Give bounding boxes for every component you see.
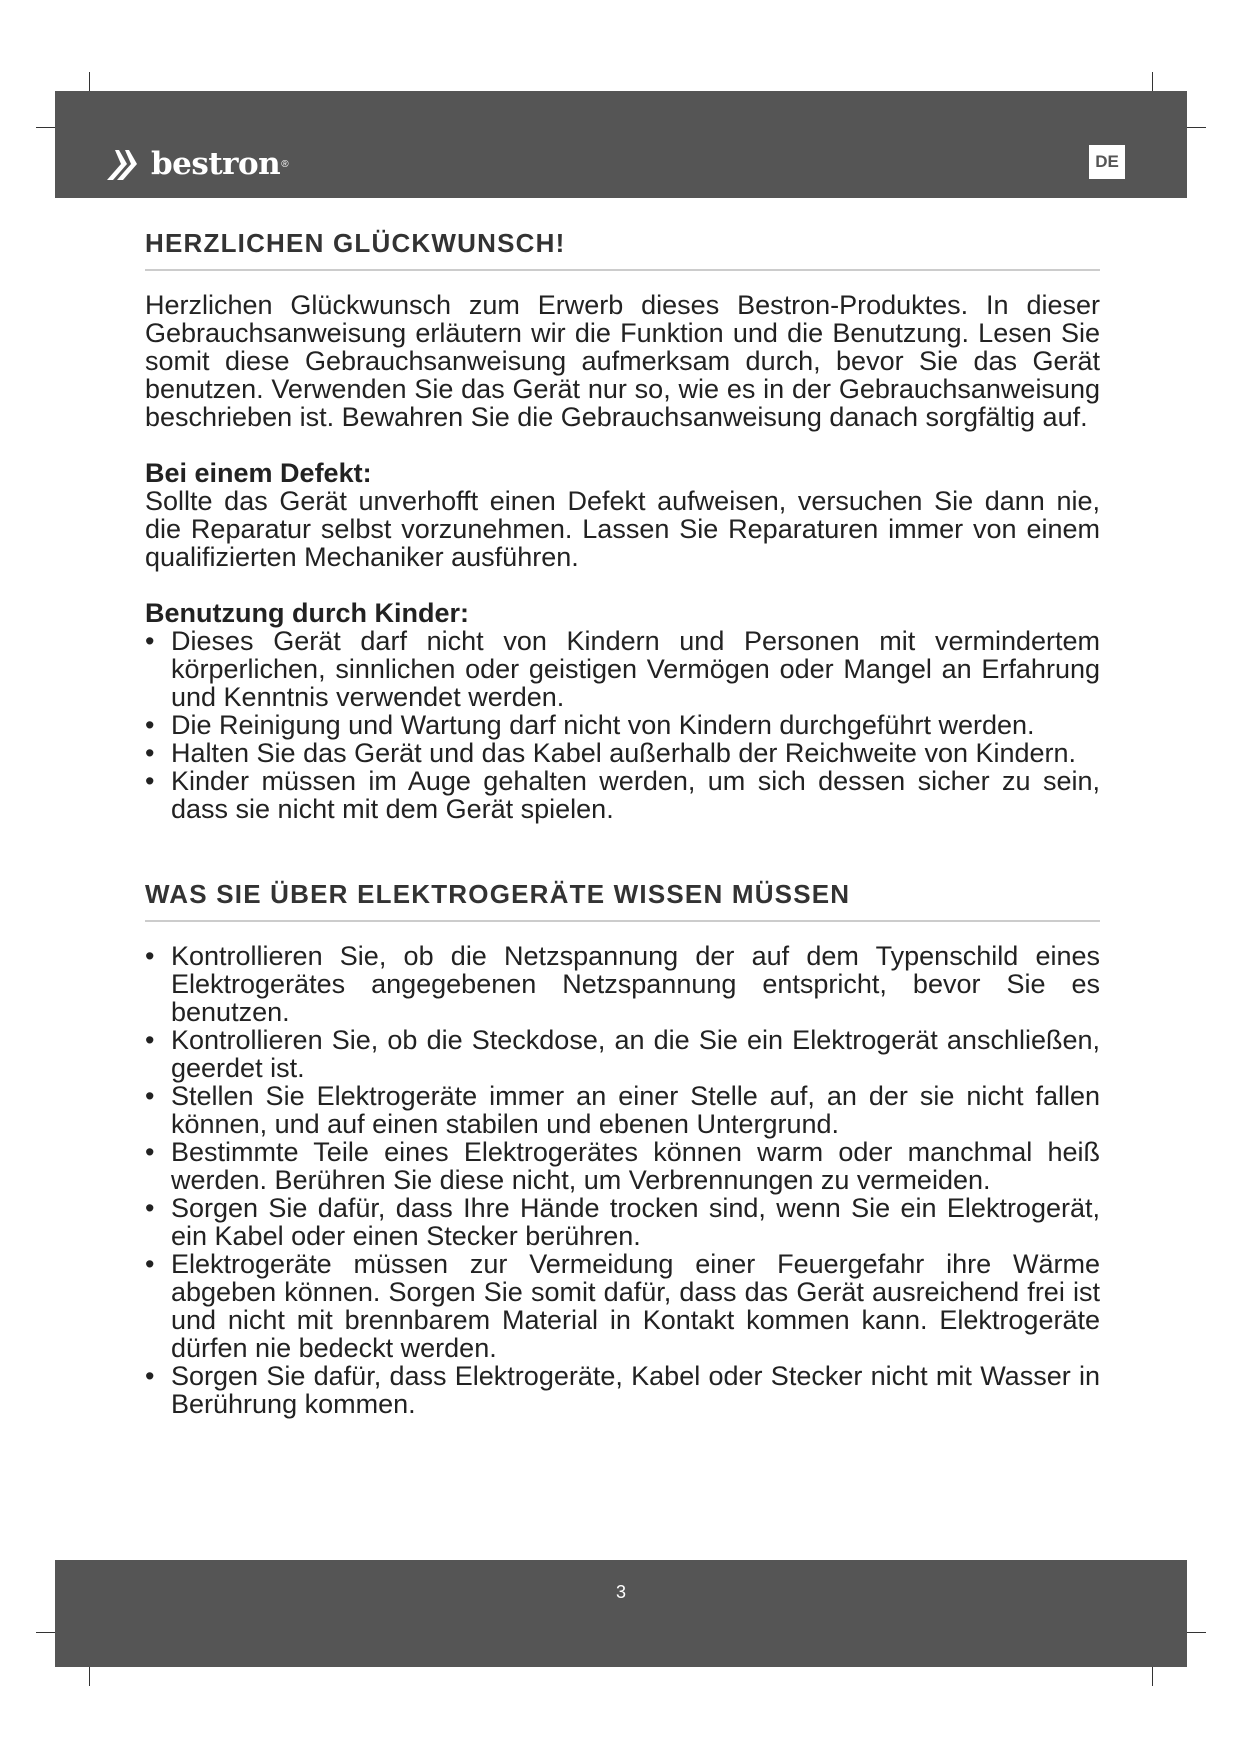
list-item: • Kinder müssen im Auge gehalten werden, um sich dessen sicher zu sein, dass sie nicht mit dem Gerät spielen.: [145, 767, 1100, 823]
brand-chevron-icon: [105, 146, 141, 182]
page-content: [145, 228, 1100, 1418]
list-item: • Sorgen Sie dafür, dass Elektrogeräte, Kabel oder Stecker nicht mit Wasser in Berührung kommen.: [145, 1362, 1100, 1418]
header-bar: [55, 91, 1187, 198]
section-title-electrical: WAS SIE ÜBER ELEKTROGERÄTE WISSEN MÜSSEN: [145, 879, 1100, 922]
footer-bar: [55, 1560, 1187, 1667]
list-item: • Dieses Gerät darf nicht von Kindern und Personen mit vermindertem körperlichen, sinnlichen oder geistigen Vermögen oder Mangel an Erfahrung und Kenntnis verwendet werden.: [145, 627, 1100, 711]
language-badge: DE: [1089, 145, 1125, 179]
list-item: • Sorgen Sie dafür, dass Ihre Hände trocken sind, wenn Sie ein Elektrogerät, ein Kabel oder einen Stecker berühren.: [145, 1194, 1100, 1250]
section-title-congratulations: HERZLICHEN GLÜCKWUNSCH!: [145, 228, 1100, 271]
intro-paragraph: Herzlichen Glückwunsch zum Erwerb dieses Bestron-Produktes. In dieser Gebrauchsanweisung erläutern wir die Funktion und die Benutzung. Lesen Sie somit diese Gebrauchsanweisung aufmerksam durch, bevor Sie das Gerät benutzen. Verwenden Sie das Gerät nur so, wie es in der Gebrauchsanweisung beschrieben ist. Bewahren Sie die Gebrauchsanweisung danach sorgfältig auf.: [145, 290, 1100, 432]
registered-mark: ®: [281, 158, 289, 170]
list-item: • Kontrollieren Sie, ob die Netzspannung der auf dem Typenschild eines Elektrogerätes angegebenen Netzspannung entspricht, bevor Sie es benutzen.: [145, 942, 1100, 1026]
defect-paragraph: Sollte das Gerät unverhofft einen Defekt aufweisen, versuchen Sie dann nie, die Reparatur selbst vorzunehmen. Lassen Sie Reparaturen immer von einem qualifizierten Mechaniker ausführen.: [145, 486, 1100, 572]
list-item: • Die Reinigung und Wartung darf nicht von Kindern durchgeführt werden.: [145, 711, 1100, 739]
list-item: • Stellen Sie Elektrogeräte immer an einer Stelle auf, an der sie nicht fallen können, und auf einen stabilen und ebenen Untergrund.: [145, 1082, 1100, 1138]
children-heading: Benutzung durch Kinder:: [145, 598, 469, 628]
list-item: • Elektrogeräte müssen zur Vermeidung einer Feuergefahr ihre Wärme abgeben können. Sorgen Sie somit dafür, dass das Gerät ausreichend frei ist und nicht mit brennbarem Material in Kontakt kommen kann. Elektrogeräte dürfen nie bedeckt werden.: [145, 1250, 1100, 1362]
defect-heading: Bei einem Defekt:: [145, 458, 372, 488]
list-item: • Bestimmte Teile eines Elektrogerätes können warm oder manchmal heiß werden. Berühren Sie diese nicht, um Verbrennungen zu vermeiden.: [145, 1138, 1100, 1194]
brand-name: bestron: [151, 146, 281, 182]
list-item: • Halten Sie das Gerät und das Kabel außerhalb der Reichweite von Kindern.: [145, 739, 1100, 767]
electrical-list: [145, 942, 1100, 1418]
brand-logo: [105, 146, 289, 182]
page-number: 3: [615, 1582, 626, 1602]
list-item: • Kontrollieren Sie, ob die Steckdose, an die Sie ein Elektrogerät anschließen, geerdet ist.: [145, 1026, 1100, 1082]
children-list: [145, 627, 1100, 823]
